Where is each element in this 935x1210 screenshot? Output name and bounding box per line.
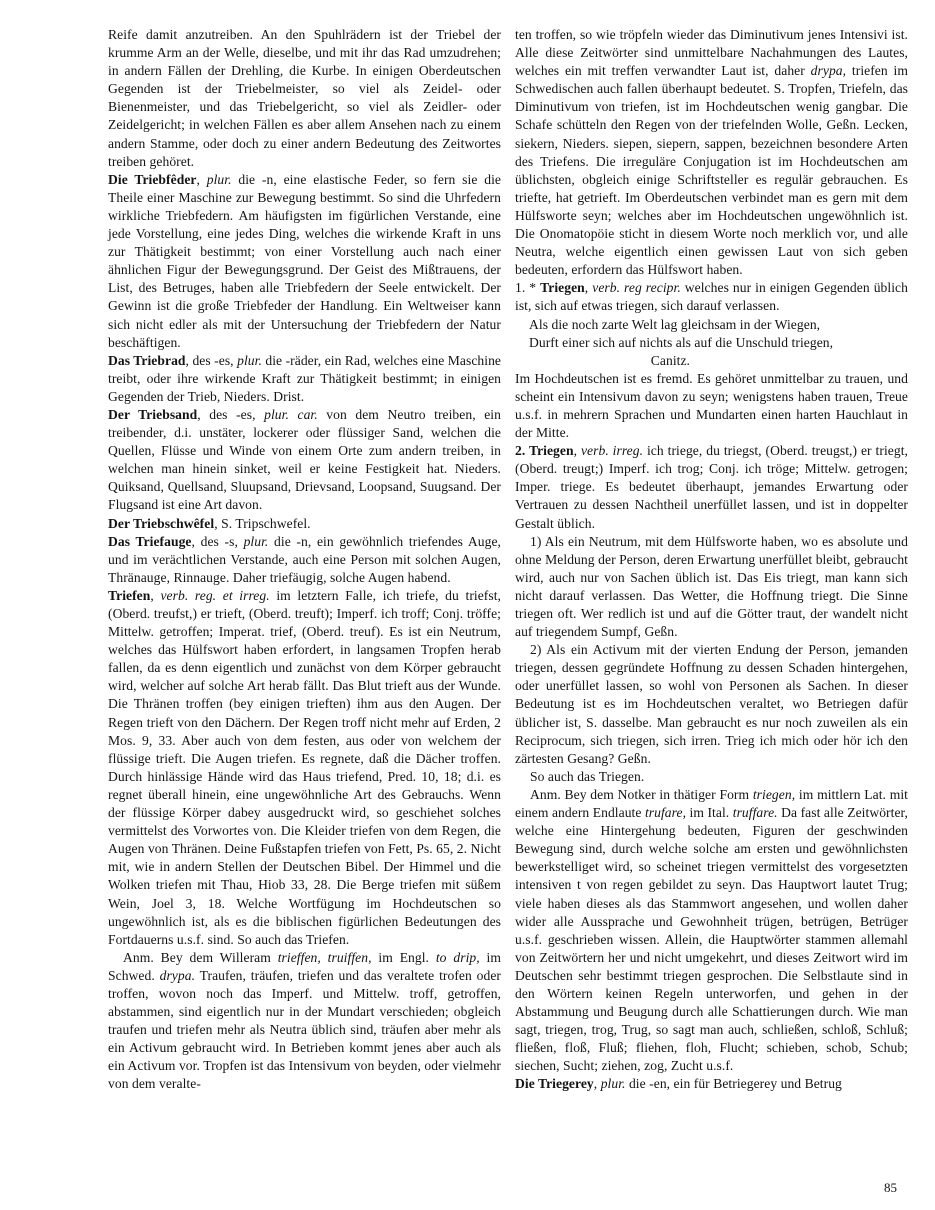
text-run: Die Triegerey [515,1076,594,1092]
text-run: plur. [600,1076,626,1092]
text-run: , [150,587,161,603]
text-run: plur. [243,533,269,549]
text-run: trufare, [644,805,687,821]
column-left [108,26,501,1094]
text-run: , [593,1076,601,1092]
text-run: Das Triebrad [108,352,186,368]
text-run: 1. * [515,280,541,296]
text-run: to drip, [435,949,480,965]
text-run: Triegen [540,280,585,296]
entry-triebsand [108,406,501,515]
text-run: ten troffen, so wie tröpfeln wieder das Diminutivum jenes Intensivi ist. Alle diese Zeitwörter sind unmittelbare Nachahmungen des Lautes, welches ein mit treffen verwandter Laut ist, daher [515,27,908,79]
text-run: Die Triebfêder [108,171,197,187]
text-run: So auch das Triegen. [530,768,645,784]
text-run: plur. car. [264,406,318,422]
text-run: drypa, [810,63,847,79]
text-run: welches nur in einigen Gegenden üblich ist, sich auf etwas triegen, sich darauf verlassen. [515,280,908,314]
continuation-triebel [108,26,501,171]
text-run: triegen, [752,786,796,802]
text-run: , [573,443,581,459]
entry-triefauge [108,533,501,587]
text-run: Der Triebsand [108,406,198,422]
text-run: Reife damit anzutreiben. An den Spuhlrädern ist der Triebel der krumme Arm an der Welle, dieselbe, und mit ihr das Rad umzudrehen; in andern Fällen der Drehling, die Kurbe. In einigen Oberdeutschen Gegenden ist der Triebelmeister, so viel als Zeidel- oder Bienenmeister, und das Triebelgericht, so viel als Zeidler- oder Zeidelgericht; in welchen Fällen es aber allem Ansehen nach zu einem andern Stamme, oder doch zu einer andern Bedeutung des Zeitwortes treiben gehöret. [108,27,501,169]
entry-triebfeder [108,171,501,352]
column-right [515,26,908,1094]
text-run: drypa. [159,967,196,983]
text-columns [108,26,908,1094]
entry-triebrad [108,352,501,406]
text-run: 2) Als ein Activum mit der vierten Endung der Person, jemanden triegen, dessen gegründete Hoffnung zu dessen Schaden hintergehen, oder unerfüllet lassen, so wohl von Personen als Sachen. In dieser Bedeutung ist es im Hochdeutschen veraltet, wo Betriegen dafür üblicher ist, S. dasselbe. Man gebraucht es nur noch zuweilen als ein Reciprocum, sich triegen, sich irren. Trieg ich mich oder hör ich den zärtesten Gesang? Geßn. [515,642,908,766]
text-run: plur. [237,352,262,368]
text-run: von dem Neutro treiben, ein treibender, d.i. unstäter, lockerer oder flüssiger Sand, welchen die Quellen, Flüsse und Winde von einem Orte zum andern treiben, in welchen man hinein sinket, weil er keine Festigkeit hat. Nieders. Quiksand, Quellsand, Sluupsand, Drievsand, Loopsand, Suugsand. Der Flugsand ist eine Art davon. [108,406,501,513]
text-run: Anm. Bey dem Willeram [123,949,278,965]
text-run: , S. Tripschwefel. [214,515,311,531]
text-run: , des -es, [197,406,265,422]
para-so-auch [515,768,908,786]
text-run: 1) Als ein Neutrum, mit dem Hülfsworte haben, wo es absolute und ohne Meldung der Person, deren Erwartung unerfüllet bleibt, gebraucht wird, auch nur von Sachen üblich ist. Das Eis triegt, man kann sich nicht darauf verlassen. Das Wetter, die Hoffnung triegt. Die Sinne triegen oft. Wer redlich ist und auf die Götter traut, der wandelt nicht auf triegendem Sumpf, Geßn. [515,533,908,640]
text-run: verb. reg recipr. [592,280,681,296]
para-triegen-fremd [515,370,908,442]
text-run: Triefen [108,587,151,603]
entry-triebschwefel [108,515,501,533]
text-run: triefen im Schwedischen auch fallen überhaupt bedeutet. S. Tropfen, Triefeln, das Diminutivum von triefen, ist im Hochdeutschen wenig gangbar. Die Schafe schütteln den Regen von der triefelnden Wolle, Geßn. Lecken, siekern, Nieders. siepen, siepern, sappen, bezeichnen besondere Arten des Triefens. Die irreguläre Conjugation ist im Hochdeutschen am üblichsten, obgleich einige Schriftsteller es regulär gebrauchen. Es triefte, hat getrieft. Im Oberdeutschen verbindet man es gern mit dem Hülfsworte seyn; welches aber im Hochdeutschen ungewöhnlich ist. Die Onomatopöie sticht in diesem Worte noch merklich vor, und alle Neutra, welche eigentlich einen gewissen Laut von sich geben bedeuten, erfordern das Hülfswort haben. [515,63,908,278]
text-run: plur. [206,171,232,187]
text-run: Da fast alle Zeitwörter, welche eine Hintergehung bedeuten, Figuren der geschwinden Bewegung sind, durch welche solche am ersten und gewöhnlichsten bewerkstelliget wird, so scheinet triegen vermittelst des vorgesetzten intensiven t von regen gebildet zu seyn. Das Hauptwort lautet Trug; viele haben dieses als das Stammwort angesehen, und wollen daher wider alle Aussprache und Gewohnheit trügen, betrügen, Betrüger u.s.f. geschrieben wissen. Allein, die Hauptwörter stammen allemahl von Zeitwörtern her und nicht umgekehrt, und dieses Zeitwort wird im Deutschen sehr bestimmt triegen gesprochen. Die Selbstlaute sind in den Wörtern keinen Regeln unterworfen, und gehen in der Abstammung und Beugung durch alle Schattierungen durch. Wie man sagt, triegen, trog, Trug, so sagt man auch, schließen, schloß, Schluß; fließen, floß, Fluß; fliehen, floh, Flucht; schieben, schob, Schub; siechen, Sucht; ziehen, zog, Zucht u.s.f. [515,805,909,1074]
text-run: 2. Triegen [515,443,574,459]
text-run: im Ital. [686,805,733,821]
text-run: verb. irreg. [580,443,644,459]
text-run: die -en, ein für Betriegerey und Betrug [625,1076,842,1092]
text-run: , [196,171,207,187]
text-run: die -n, eine elastische Feder, so fern sie die Theile einer Maschine zur Bewegung bestimmt. So sind die Uhrfedern wirkliche Triebfedern. Am häufigsten im figürlichen Verstande, eine jede Vorstellung, eine jedes Ding, welches die wirkende Kraft in uns zur Thätigkeit bestimmt; von einer Vorstellung auch nach einer ähnlichen Figur der Bewegungsgrund. Der Geist des Mißtrauens, der List, des Betruges, haben alle Triebfedern der Seele entwickelt. Der Gewinn ist die große Triebfeder der Handlung. Ein Weltweiser kann sich nicht edler als mit der Untersuchung der Triebfedern der Natur beschäftigen. [108,171,501,350]
text-run: im Engl. [371,949,436,965]
text-run: die -räder, ein Rad, welches eine Maschine treibt, oder ihre wirkende Kraft zur Thätigkeit bestimmt; in einigen Gegenden der Trieb, Nieders. Drist. [108,352,502,404]
verse-line: Als die noch zarte Welt lag gleichsam in der Wiegen, [529,316,821,332]
anm-triefen [108,949,501,1094]
sense-2-activum [515,641,908,768]
entry-triegen-1 [515,279,908,315]
text-run: Im Hochdeutschen ist es fremd. Es gehöret unmittelbar zu trauen, und scheint ein Intensivum davon zu seyn; wenigstens haben trauen, Treue u.s.f. in mehrern Sprachen und Mundarten einen harten Hauchlaut in der Mitte. [515,370,908,441]
text-run: Das Triefauge [108,533,192,549]
text-run: trieffen, truiffen, [277,949,372,965]
text-run: die -n, ein gewöhnlich triefendes Auge, und im verächtlichen Verstande, auch eine Person mit solchen Augen, Thränauge, Rinnauge. Daher triefäugig, solche Augen habend. [108,533,501,585]
text-run: Der Triebschwêfel [108,515,215,531]
anm-triegen [515,786,908,1076]
entry-triegen-2 [515,442,908,532]
text-run: im mittlern Lat. mit einem andern Endlaute [515,786,909,821]
entry-triegerey [515,1075,908,1093]
text-run: im letztern Falle, ich triefe, du triefst, (Oberd. treufst,) er trieft, (Oberd. treuft); Imperf. ich troff; Conj. tröffe; Mittelw. getroffen; Imperat. trief, (Oberd. treuf). Es ist ein Neutrum, welches das Hülfswort haben erfordert, in langsamen Tropfen herab fallen, da es denn eigentlich und zunächst von dem Körper gebraucht wird, welcher auf solche Art herab fällt. Das Blut trieft aus der Wunde. Die Thränen troffen (bey einigen trieften) ihm aus den Augen. Der Regen trieft von den Dächern. Der Regen troff nicht mehr auf Erden, 2 Mos. 9, 33. Aber auch von dem festen, aus oder von welchem der flüssige trieft. Die Augen triefen. Es regnete, daß die Dächer troffen. Durch hinlässige Hände wird das Haus triefend, Pred. 10, 18; d.i. es regnet überall hinein, eine ungewöhnliche Art des Gebrauchs. Wenn der flüssige Körper dabey ausgedruckt wird, so geschiehet solches vermittelst des Vorwortes von. Die Kleider triefen von dem Regen, die Augen von Thränen. Deine Fußstapfen triefen von Fett, Ps. 65, 2. Nicht mit, wie in andern Stellen der Deutschen Bibel. Der Himmel und die Wolken triefen mit Thau, Hiob 33, 28. Die Berge triefen mit süßem Wein, Joel 3, 18. Welche Wortfügung im Hochdeutschen so ungewöhnlich ist, als es die biblischen figürlichen Bedeutungen des Fortdauerns u.s.f. sind. So auch das Triefen. [108,587,501,947]
text-run: ich triege, du triegst, (Oberd. treugst,) er triegt, (Oberd. treugt;) Imperf. ich trog; Conj. ich tröge; Mittelw. getrogen; Imper. triege. Es bedeutet überhaupt, jemandes Erwartung oder Vertrauen zu dessen Nachtheil unerfüllet lassen, und ist in doppelter Gestalt üblich. [515,443,908,531]
verse-attribution: Canitz. [650,352,690,368]
verse-line: Durft einer sich auf nichts als auf die Unschuld triegen, [529,334,834,350]
text-run: , [584,280,593,296]
text-run: truffare. [732,805,778,821]
verse-quote [515,316,908,370]
sense-1-neutrum [515,533,908,642]
text-run: , des -s, [191,533,244,549]
text-run: verb. reg. et irreg. [160,587,270,603]
text-run: , des -es, [185,352,238,368]
text-run: Anm. Bey dem Notker in thätiger Form [530,786,753,802]
continuation-triefen-anm [515,26,908,279]
text-run: im Schwed. [108,949,501,983]
text-run: Traufen, träufen, triefen und das veraltete trofen oder troffen, wovon noch das Imperf. und Mittelw. troff, getroffen, abstammen, sind eigentlich nur in der Mundart verschieden; obgleich traufen und triefen mehr als Neutra üblich sind, träufen aber mehr als ein Activum gebraucht wird. In Betrieben kommt jenes aber auch als ein Activum vor. Tropfen ist das Intensivum von beyden, oder vielmehr von dem veralte- [108,967,501,1092]
page-number: 85 [884,1180,897,1195]
entry-triefen [108,587,501,949]
